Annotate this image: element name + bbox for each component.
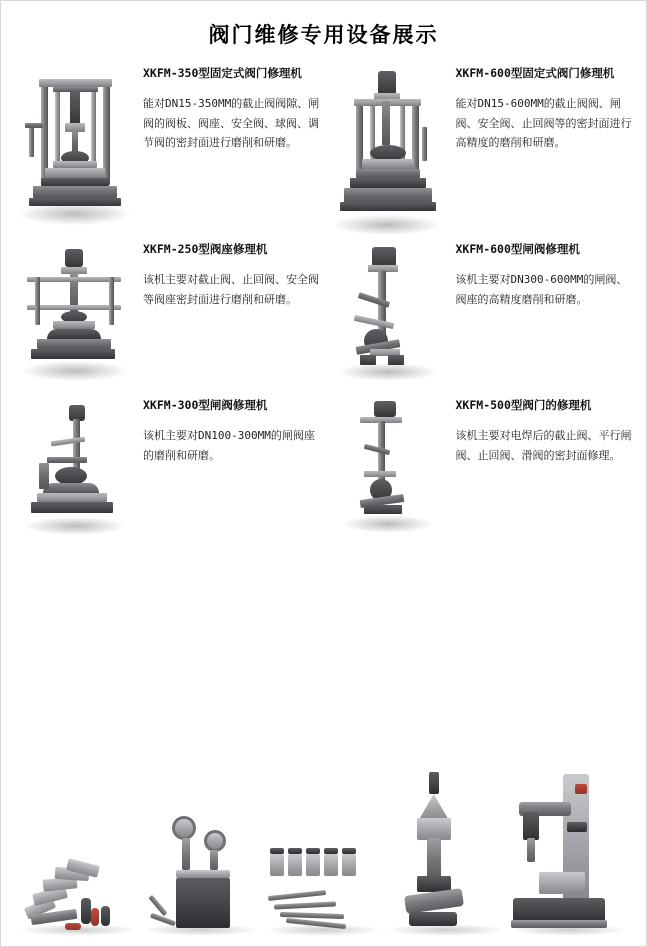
- product-image: [328, 237, 448, 383]
- product-description: 能对DN15-600MM的截止阀阀、闸阀、安全阀、止回阀等的密封面进行高精度的磨削和研磨。: [455, 97, 632, 149]
- product-item: [11, 393, 324, 539]
- product-image: [15, 393, 135, 539]
- product-title: XKFM-250型阀座修理机: [143, 242, 268, 256]
- product-title: XKFM-600型固定式阀门修理机: [455, 66, 615, 80]
- product-text: [448, 61, 633, 227]
- seat-repair-machine-icon: [17, 243, 133, 383]
- product-image: [328, 393, 448, 539]
- tool-set-photo: [19, 756, 138, 936]
- valve-grinding-machine-icon: [330, 67, 446, 227]
- product-description: 该机主要对截止阀、止回阀、安全阀等阀座密封面进行磨削和研磨。: [143, 273, 319, 306]
- valve-grinding-machine-icon: [17, 67, 133, 227]
- product-title: XKFM-600型闸阀修理机: [455, 242, 580, 256]
- product-item: [11, 61, 324, 227]
- product-text: [448, 237, 633, 383]
- radial-drilling-machine-photo: [509, 756, 628, 936]
- product-grid: [1, 61, 646, 539]
- page-title: 阀门维修专用设备展示: [208, 22, 439, 47]
- product-item: [324, 237, 637, 383]
- product-description: 该机主要对DN100-300MM的闸阀座的磨削和研磨。: [143, 429, 315, 462]
- product-text: [135, 393, 320, 539]
- product-image: [328, 61, 448, 227]
- product-item: [324, 61, 637, 227]
- product-title: XKFM-300型闸阀修理机: [143, 398, 268, 412]
- product-row: [11, 61, 636, 227]
- product-title: XKFM-350型固定式阀门修理机: [143, 66, 302, 80]
- product-title: XKFM-500型阀门的修理机: [455, 398, 592, 412]
- valve-repair-machine-icon: [330, 399, 446, 539]
- product-description: 该机主要对电焊后的截止阀、平行闸阀、止回阀、滑阀的密封面修理。: [455, 429, 632, 462]
- product-item: [11, 237, 324, 383]
- gate-valve-machine-icon: [330, 243, 446, 383]
- product-item: [324, 393, 637, 539]
- product-image: [15, 237, 135, 383]
- product-description: 能对DN15-350MM的截止阀阀隙、闸阀的阀板、阀座、安全阀、球阀、调节阀的密封面进行磨削和研磨。: [143, 97, 320, 149]
- product-image: [15, 61, 135, 227]
- grinding-tool-photo: [387, 756, 506, 936]
- product-row: [11, 393, 636, 539]
- gate-valve-machine-icon: [17, 399, 133, 539]
- product-row: [11, 237, 636, 383]
- hydraulic-pump-photo: [142, 756, 261, 936]
- gallery-strip: [1, 735, 646, 940]
- product-text: [135, 61, 320, 227]
- cutter-heads-photo: [264, 756, 383, 936]
- product-description: 该机主要对DN300-600MM的闸阀、阀座的高精度磨削和研磨。: [455, 273, 628, 306]
- product-text: [135, 237, 320, 383]
- product-text: [448, 393, 633, 539]
